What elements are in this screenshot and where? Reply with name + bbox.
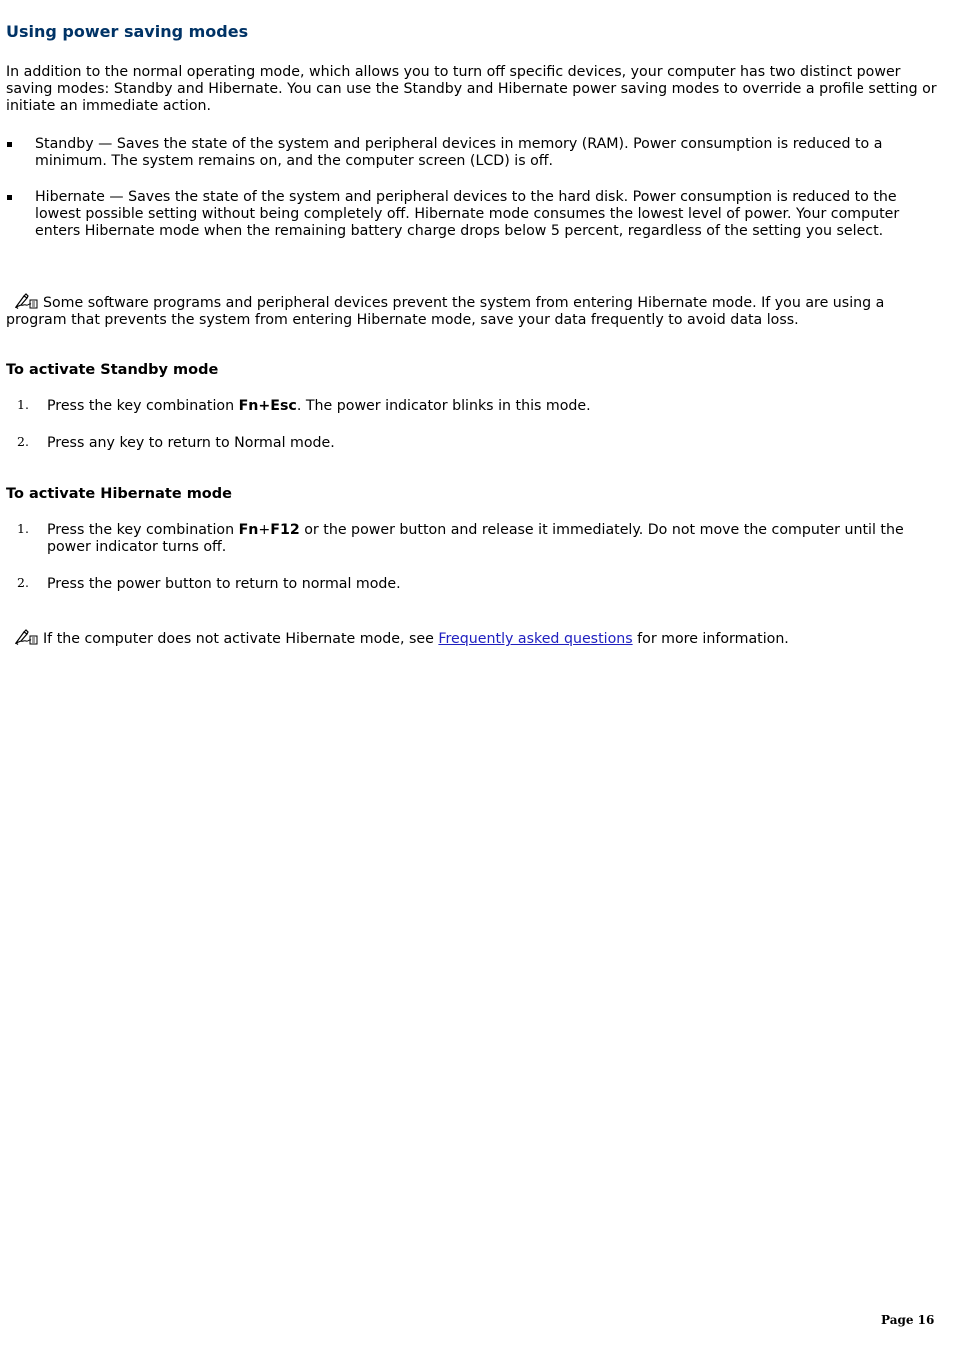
- square-bullet-icon: [7, 195, 12, 200]
- power-modes-list: [6, 136, 926, 259]
- note-text-after: for more information.: [632, 631, 789, 647]
- standby-steps: [6, 398, 906, 472]
- faq-link[interactable]: Frequently asked questions: [438, 631, 633, 647]
- hibernate-heading: To activate Hibernate mode: [6, 486, 232, 502]
- step-text: Press the power button to return to normal mode.: [47, 576, 401, 592]
- step-number: 2.: [17, 434, 29, 449]
- square-bullet-icon: [7, 142, 12, 147]
- step-item: [6, 576, 906, 593]
- note-text-before: If the computer does not activate Hibernate mode, see: [43, 631, 439, 647]
- step-item: [6, 398, 906, 415]
- key-f12: F12: [270, 522, 300, 538]
- step-number: 2.: [17, 575, 29, 590]
- step-text-before: Press the key combination: [47, 522, 239, 538]
- standby-heading: To activate Standby mode: [6, 362, 219, 378]
- step-number: 1.: [17, 397, 29, 412]
- key-fn: Fn: [238, 522, 259, 538]
- list-item-text: Standby — Saves the state of the system and peripheral devices in memory (RAM). Power consumption is reduced to a minimum. The system remains on, and the computer screen (LCD) is off.: [35, 136, 883, 169]
- key-combination: Fn+Esc: [238, 398, 297, 414]
- step-number: 1.: [17, 521, 29, 536]
- step-item: [6, 435, 906, 452]
- writing-hand-note-icon: [15, 293, 39, 310]
- step-text-before: Press the key combination: [47, 398, 239, 414]
- hibernate-steps: [6, 522, 906, 613]
- list-item-text: Hibernate — Saves the state of the system and peripheral devices to the hard disk. Power consumption is reduced to the lowest possible setting without being completely off. Hibernate mode consumes the lowest level of power. Your computer enters Hibernate mode when the remaining battery charge drops below 5 percent, regardless of the setting you select.: [35, 189, 900, 239]
- key-plus: +: [258, 522, 271, 538]
- intro-paragraph: In addition to the normal operating mode, which allows you to turn off specific devices, your computer has two distinct power saving modes: Standby and Hibernate. You can use the Standby and Hibernate power saving modes to override a profile setting or initiate an immediate action.: [6, 64, 937, 114]
- page-number: Page 16: [881, 1313, 935, 1327]
- step-item: [6, 522, 906, 556]
- note-faq: [6, 629, 946, 648]
- page-title: Using power saving modes: [6, 22, 249, 41]
- step-text-after: . The power indicator blinks in this mode.: [296, 398, 591, 414]
- note-hibernate-prevention: [6, 293, 946, 329]
- step-text-after: or the power button and release it immediately. Do not move the computer until the power indicator turns off.: [47, 522, 904, 555]
- note-text: Some software programs and peripheral devices prevent the system from entering Hibernate mode. If you are using a program that prevents the system from entering Hibernate mode, save your data frequently to avoid data loss.: [6, 295, 885, 328]
- writing-hand-note-icon: [15, 629, 39, 646]
- list-item-hibernate: [6, 189, 926, 240]
- step-text: Press any key to return to Normal mode.: [47, 435, 335, 451]
- list-item-standby: [6, 136, 926, 170]
